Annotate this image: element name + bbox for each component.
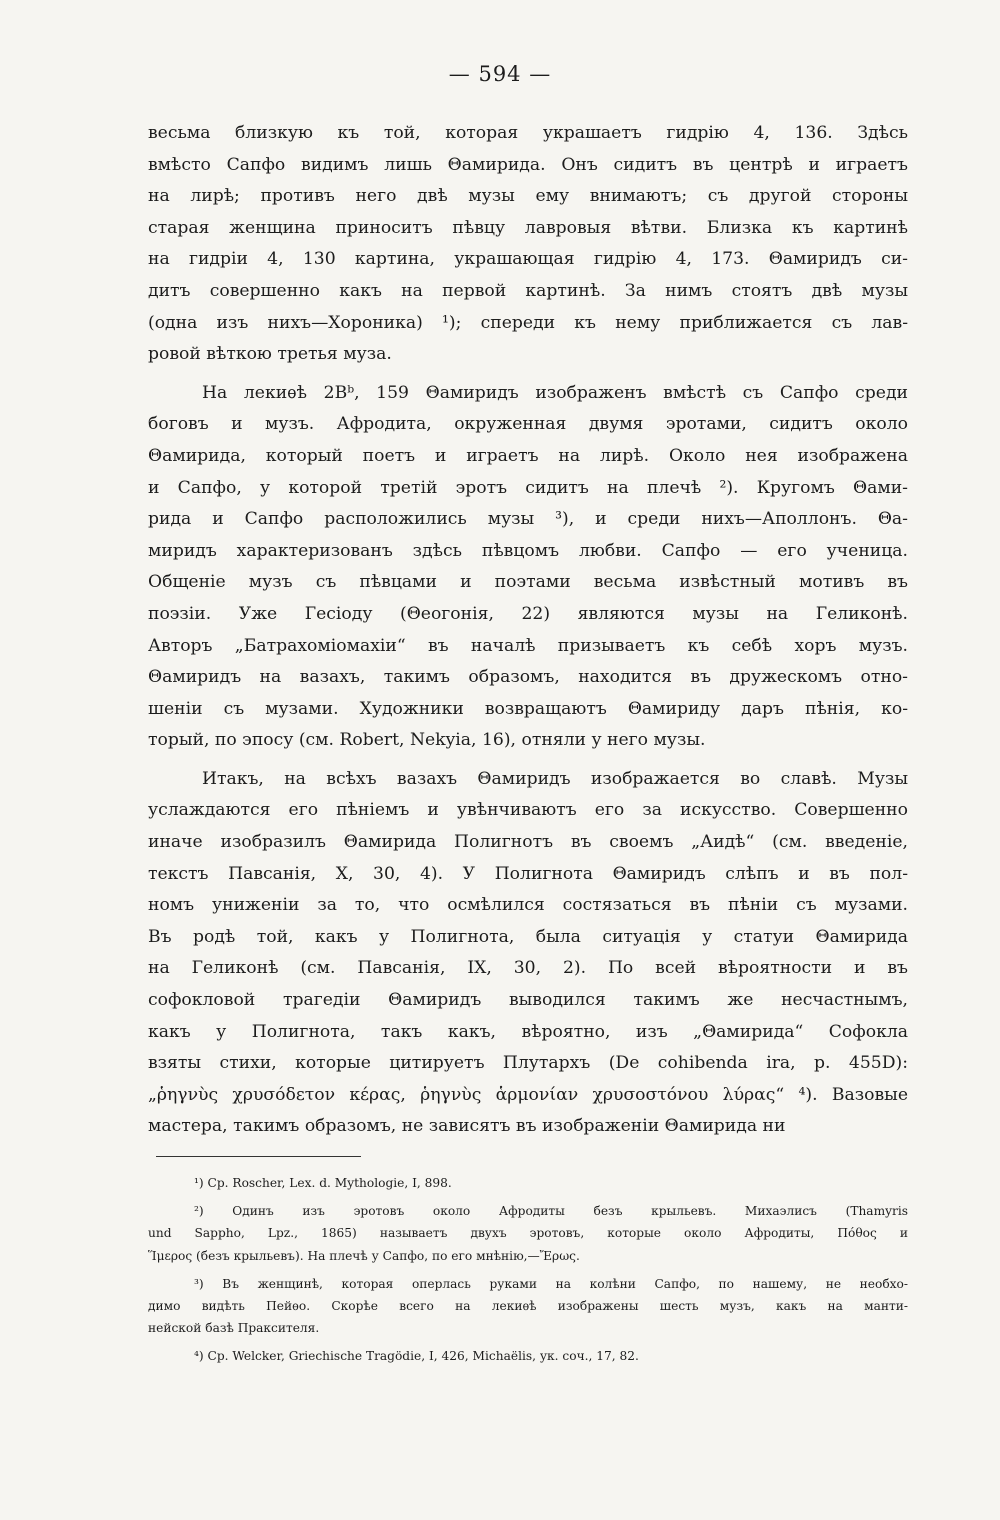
text-line: Итакъ, на всѣхъ вазахъ Θамиридъ изображается во славѣ. Музы [202, 768, 908, 789]
text-line: поэзіи. Уже Гесіоду (Θеогонія, 22) являются музы на Геликонѣ. [148, 603, 908, 624]
text-line: Авторъ „Батрахоміомахіи“ въ началѣ призываетъ къ себѣ хоръ музъ. [148, 635, 908, 656]
text-line: на лирѣ; противъ него двѣ музы ему внимаютъ; съ другой стороны [148, 186, 908, 207]
text-line: и Сапфо, у которой третій эротъ сидитъ на плечѣ ²). Кругомъ Θами- [148, 477, 908, 498]
text-line: ровой вѣткою третья муза. [148, 344, 392, 365]
text-line: взяты стихи, которые цитируетъ Плутархъ (De cohibenda ira, p. 455D): [148, 1053, 908, 1074]
text-line: весьма близкую къ той, которая украшаетъ гидрію 4, 136. Здѣсь [148, 123, 908, 143]
text-line: боговъ и музъ. Афродита, окруженная двумя эротами, сидитъ около [148, 414, 908, 435]
text-line: торый, по эпосу (см. Robert, Nekyia, 16), отняли у него музы. [148, 730, 706, 751]
footnote-line: ⁴) Ср. Welcker, Griechische Tragödie, I, 426, Michaëlis, ук. соч., 17, 82. [194, 1349, 639, 1364]
text-line: на гидріи 4, 130 картина, украшающая гидрію 4, 173. Θамиридъ си- [148, 249, 908, 270]
text-line: иначе изобразилъ Θамирида Полигнотъ въ своемъ „Аидѣ“ (см. введеніе, [148, 832, 908, 853]
text-line: миридъ характеризованъ здѣсь пѣвцомъ любви. Сапфо — его ученица. [148, 540, 908, 561]
footnote-line: ³) Въ женщинѣ, которая оперлась руками на колѣни Сапфо, по нашему, не необхо- [194, 1276, 908, 1291]
text-line: мастера, такимъ образомъ, не зависятъ въ изображеніи Θамирида ни [148, 1116, 786, 1137]
text-line: вмѣсто Сапфо видимъ лишь Θамирида. Онъ сидитъ въ центрѣ и играетъ [148, 154, 908, 175]
text-line: Θамиридъ на вазахъ, такимъ образомъ, находится въ дружескомъ отно- [148, 667, 908, 688]
text-line: на Геликонѣ (см. Павсанія, IX, 30, 2). По всей вѣроятности и въ [148, 958, 908, 979]
text-line: Θамирида, который поетъ и играетъ на лирѣ. Около нея изображена [148, 445, 908, 466]
page-number: — 594 — [448, 62, 552, 86]
text-line: услаждаются его пѣніемъ и увѣнчиваютъ его за искусство. Совершенно [148, 800, 908, 821]
footnote-line: димо видѣть Пейѳо. Скорѣе всего на лекиѳѣ изображены шесть музъ, какъ на манти- [148, 1298, 908, 1313]
text-line: На лекиѳѣ 2Bᵇ, 159 Θамиридъ изображенъ вмѣстѣ съ Сапфо среди [202, 382, 908, 403]
footnote-separator [156, 1156, 361, 1157]
text-line: „ῥηγνὺς χρυσόδετον κέρας, ῥηγνὺς ἁρμονίαν χρυσοστόνου λύρας“ ⁴). Вазовые [148, 1084, 908, 1105]
text-line: Общеніе музъ съ пѣвцами и поэтами весьма извѣстный мотивъ въ [148, 572, 908, 593]
text-line: какъ у Полигнота, такъ какъ, вѣроятно, изъ „Θамирида“ Софокла [148, 1021, 908, 1042]
text-line: старая женщина приноситъ пѣвцу лавровыя вѣтви. Близка къ картинѣ [148, 217, 908, 238]
footnote-line: ²) Одинъ изъ эротовъ около Афродиты безъ крыльевъ. Михаэлисъ (Thamyris [194, 1204, 908, 1219]
footnote-line: Ἵμερος (безъ крыльевъ). На плечѣ у Сапфо, по его мнѣнію,—Ἔρως. [148, 1248, 580, 1263]
text-line: (одна изъ нихъ—Хороника) ¹); спереди къ нему приближается съ лав- [148, 312, 908, 333]
text-line: Въ родѣ той, какъ у Полигнота, была ситуація у статуи Θамирида [148, 926, 908, 947]
footnote-line: нейской базѣ Праксителя. [148, 1321, 320, 1336]
body-text [148, 118, 908, 1143]
text-line: софокловой трагедіи Θамиридъ выводился такимъ же несчастнымъ, [148, 990, 908, 1011]
text-line: текстъ Павсанія, X, 30, 4). У Полигнота Θамиридъ слѣпъ и въ пол- [148, 863, 908, 884]
text-line: номъ униженіи за то, что осмѣлился состязаться въ пѣніи съ музами. [148, 895, 908, 916]
footnotes [148, 1172, 908, 1368]
footnote-line: und Sappho, Lpz., 1865) называетъ двухъ эротовъ, которые около Афродиты, Πόθος и [148, 1226, 908, 1241]
text-line: рида и Сапфо расположились музы ³), и среди нихъ—Аполлонъ. Θа- [148, 509, 908, 530]
footnote-line: ¹) Ср. Roscher, Lex. d. Mythologie, I, 898. [194, 1176, 452, 1190]
text-line: дитъ совершенно какъ на первой картинѣ. За нимъ стоятъ двѣ музы [148, 280, 908, 301]
text-line: шеніи съ музами. Художники возвращаютъ Θамириду даръ пѣнія, ко- [148, 698, 908, 719]
